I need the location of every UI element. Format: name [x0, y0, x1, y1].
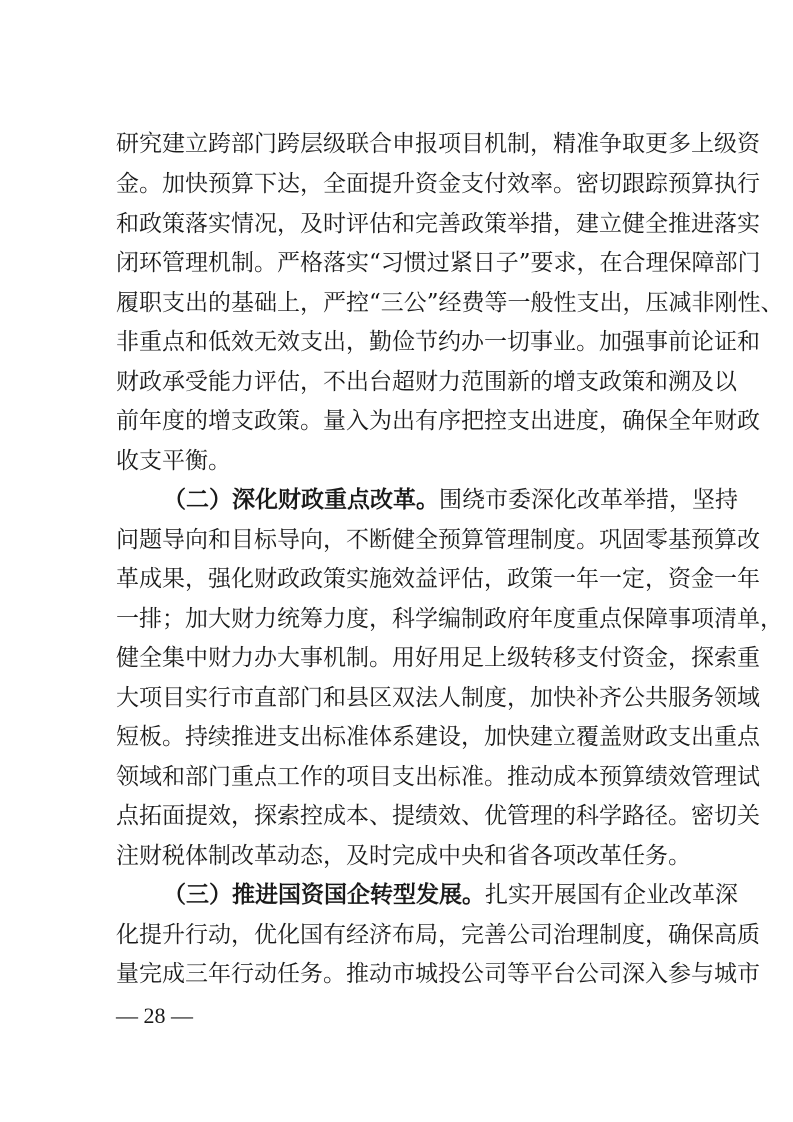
body-text-line: 收支平衡。 [116, 448, 231, 474]
body-text-line: 财政承受能力评估，不出台超财力范围新的增支政策和溯及以 [116, 369, 737, 395]
body-text-line: 大项目实行市直部门和县区双法人制度，加快补齐公共服务领域 [116, 685, 760, 711]
body-text-line: 研究建立跨部门跨层级联合申报项目机制，精准争取更多上级资 [116, 131, 760, 157]
body-text-line: 闭环管理机制。严格落实“习惯过紧日子”要求，在合理保障部门 [116, 250, 761, 276]
body-text-line: 金。加快预算下达，全面提升资金支付效率。密切跟踪预算执行 [116, 171, 760, 197]
body-text-line: 履职支出的基础上，严控“三公”经费等一般性支出，压减非刚性、 [116, 290, 784, 316]
body-text-line: 量完成三年行动任务。推动市城投公司等平台公司深入参与城市 [116, 961, 760, 987]
body-text-line: 一排；加大财力统筹力度，科学编制政府年度重点保障事项清单， [116, 606, 783, 632]
body-text-line: 前年度的增支政策。量入为出有序把控支出进度，确保全年财政 [116, 408, 760, 434]
body-text-line: 领域和部门重点工作的项目支出标准。推动成本预算绩效管理试 [116, 764, 760, 790]
body-text: 围绕市委深化改革举措，坚持 [439, 487, 738, 513]
body-text-line: 非重点和低效无效支出，勤俭节约办一切事业。加强事前论证和 [116, 329, 760, 355]
section-heading: （三）推进国资国企转型发展。 [163, 881, 485, 908]
body-text-line: 点拓面提效，探索控成本、提绩效、优管理的科学路径。密切关 [116, 803, 760, 829]
body-text: 扎实开展国有企业改革深 [485, 882, 738, 908]
body-text-line: 短板。持续推进支出标准体系建设，加快建立覆盖财政支出重点 [116, 724, 760, 750]
body-text-line: 革成果，强化财政政策实施效益评估，政策一年一定，资金一年 [116, 566, 760, 592]
body-text-line: 注财税体制改革动态，及时完成中央和省各项改革任务。 [116, 843, 691, 869]
section-first-line [163, 875, 738, 915]
body-text-line: 健全集中财力办大事机制。用好用足上级转移支付资金，探索重 [116, 645, 760, 671]
section-heading: （二）深化财政重点改革。 [163, 486, 439, 513]
body-text-line: 和政策落实情况，及时评估和完善政策举措，建立健全推进落实 [116, 211, 760, 237]
body-text-line: 化提升行动，优化国有经济布局，完善公司治理制度，确保高质 [116, 922, 760, 948]
section-first-line [163, 480, 738, 520]
page-number: — 28 — [116, 1003, 193, 1028]
body-text-line: 问题导向和目标导向，不断健全预算管理制度。巩固零基预算改 [116, 527, 760, 553]
